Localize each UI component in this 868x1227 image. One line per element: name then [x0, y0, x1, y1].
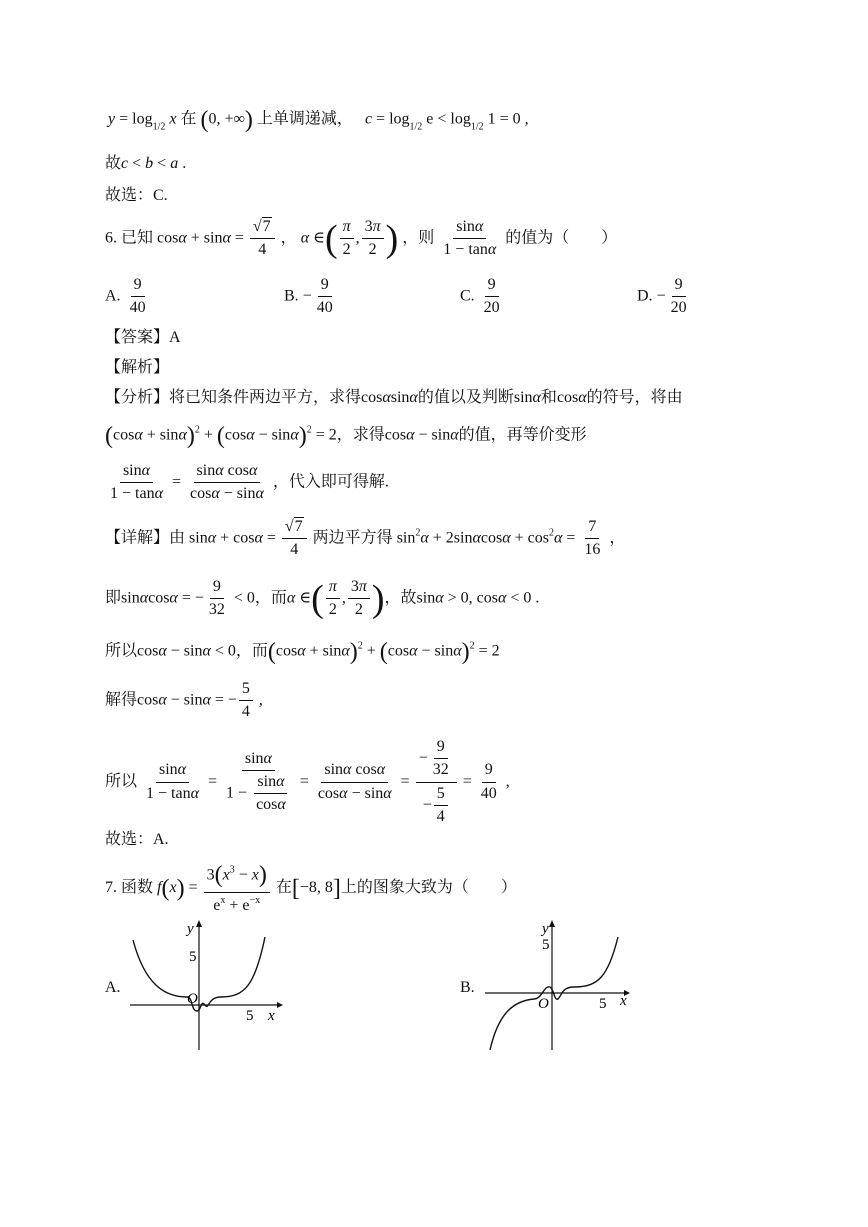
ji-gu: ，故	[384, 589, 417, 607]
detail-text-2: 两边平方得	[312, 529, 393, 547]
analysis-line-3: $\frac{\sin\alpha}{1 - \tan\alpha}$ = $\frac{\text{sinα cosα}}{\cos\alpha - \sin\alpha}$ ，代入即可得解.	[110, 462, 389, 503]
detail-line-2: 即sinαcosα = − $\frac{9}{32}$ < 0，而α ∈( $\frac{\pi}{2}$ , $\frac{3\pi}{2}$ )，故sinα > 0, cosα < 0 .	[105, 577, 540, 620]
q6-comma: ，	[280, 229, 297, 247]
fenxi-text-2: 的值以及判断	[417, 389, 514, 406]
graph-a-y-label: y	[187, 921, 194, 937]
analysis-line-2: $(\cos\alpha + \sin\alpha)^2 + (\cos\alpha - \sin\alpha)^2 = 2$，求得cosα − sinα的值，再等价变形	[105, 423, 587, 449]
line-log-monotonic: $y = \log_{1/2} x$ 在 (0, +∞) 上单调递减， $c = \log_{1/2} e < \log_{1/2} 1 = 0$ ,	[108, 107, 529, 133]
text-monotonic-decrease: 上单调递减，	[256, 110, 353, 128]
graph-a-tick-y: 5	[189, 949, 197, 965]
graph-b-origin: O	[538, 996, 549, 1012]
fenxi3-text: ，代入即可得解.	[272, 473, 389, 491]
fenxi2-text-1: ，求得	[336, 426, 385, 444]
text-zai: 在	[180, 110, 197, 128]
option-d-label: D.	[637, 287, 653, 305]
text-gu: 故	[105, 155, 122, 172]
option-b-label: B.	[284, 287, 299, 305]
suoyi1-text: 所以	[105, 642, 138, 660]
fenxi-text-1: 【分析】将已知条件两边平方，求得	[105, 389, 362, 406]
graph-a-x-label: x	[268, 1008, 275, 1024]
detail-line-5: 所以 $\frac{\sin\alpha}{1 - \tan\alpha}$ = sinα 1 − $\frac{\sin\alpha}{\cos\alpha}$ = $\frac{\text{sinα cosα}}{\cos\alpha - \sin\alpha}$ = − $\frac{9}{32}$ − $\frac{5}{4}$ = $\frac{9}{40}$ ,	[105, 738, 510, 826]
answer-line: 【答案】A	[105, 329, 181, 346]
fenxi-text-3: 和	[540, 389, 557, 406]
detail-line-1: 【详解】由 sinα + cosα = $\frac{√7}{4}$ 两边平方得 $\sin^2\alpha + 2\sin\alpha\cos\alpha + \cos^2\alpha$ = $\frac{7}{16}$ ，	[105, 518, 626, 559]
detail-final-choice: 故选：A.	[105, 831, 169, 848]
option-a-label: A.	[105, 287, 121, 305]
graph-b-y-label: y	[542, 921, 549, 937]
question-6: 6. 已知 cosα + sinα = $\frac{√7}{4}$ ， α ∈( $\frac{\pi}{2}$ , $\frac{3\pi}{2}$ ) ，则 $\frac{\sin\alpha}{1 - \tan\alpha}$ 的值为（ ）	[105, 217, 618, 260]
fenxi2-text-2: 的值，再等价变形	[458, 426, 587, 444]
detail-line-4: 解得cosα − sinα = − $\frac{5}{4}$ ,	[105, 680, 263, 721]
line-conclusion-order: 故c < b < a .	[105, 155, 187, 172]
suoyi2-text: 所以	[105, 772, 138, 790]
option-b[interactable]: B. − $\frac{9}{40}$	[284, 276, 333, 317]
analysis-heading: 【解析】	[105, 359, 170, 376]
graph-a-origin: O	[187, 991, 198, 1007]
q6-label: 6. 已知	[105, 229, 154, 247]
q6-then: ，则	[402, 229, 435, 247]
suoyi1-er: ，而	[235, 642, 268, 660]
detail-text-1: 【详解】由	[105, 529, 186, 547]
graph-b-y-arrow	[549, 920, 555, 927]
ji-text: 即	[105, 589, 122, 607]
option-d[interactable]: D. − $\frac{9}{20}$	[637, 276, 687, 317]
jiede-text: 解得	[105, 691, 138, 709]
q7-prompt: 上的图象大致为（ ）	[340, 879, 517, 897]
graph-a-x-arrow	[277, 1002, 283, 1008]
option-a[interactable]: A. $\frac{9}{40}$	[105, 276, 146, 317]
q7-label: 7. 函数	[105, 879, 154, 897]
graph-a-tick-x: 5	[246, 1008, 254, 1024]
graph-b-label[interactable]: B.	[460, 979, 475, 996]
graph-b-tick-y: 5	[542, 937, 550, 953]
graph-a-label[interactable]: A.	[105, 979, 121, 996]
graph-b-tick-x: 5	[599, 996, 607, 1012]
analysis-line-1: 【分析】将已知条件两边平方，求得cosαsinα的值以及判断sinα和cosα的符号，将由	[105, 389, 683, 406]
ji-er: ，而	[254, 589, 287, 607]
question-7: 7. 函数 f(x) = $\frac{3(x^3 - x)}{e^x + e^{-x}}$ 在[−8, 8]上的图象大致为（ ）	[105, 862, 517, 914]
graph-a[interactable]	[125, 915, 285, 1055]
graph-b[interactable]	[482, 915, 642, 1055]
fenxi-text-4: 的符号，将由	[586, 389, 683, 406]
q6-value-prompt: 的值为（ ）	[505, 229, 618, 247]
graph-b-x-label: x	[620, 993, 627, 1009]
q7-zai: 在	[275, 879, 292, 897]
option-c[interactable]: C. $\frac{9}{20}$	[460, 276, 500, 317]
line-choice-c: 故选：C.	[105, 187, 168, 204]
graph-a-y-arrow	[196, 920, 202, 927]
option-c-label: C.	[460, 287, 475, 305]
detail-line-3: 所以cosα − sinα < 0，而$(\cos\alpha + \sin\alpha)^2 + (\cos\alpha - \sin\alpha)^2 = 2$	[105, 639, 500, 665]
